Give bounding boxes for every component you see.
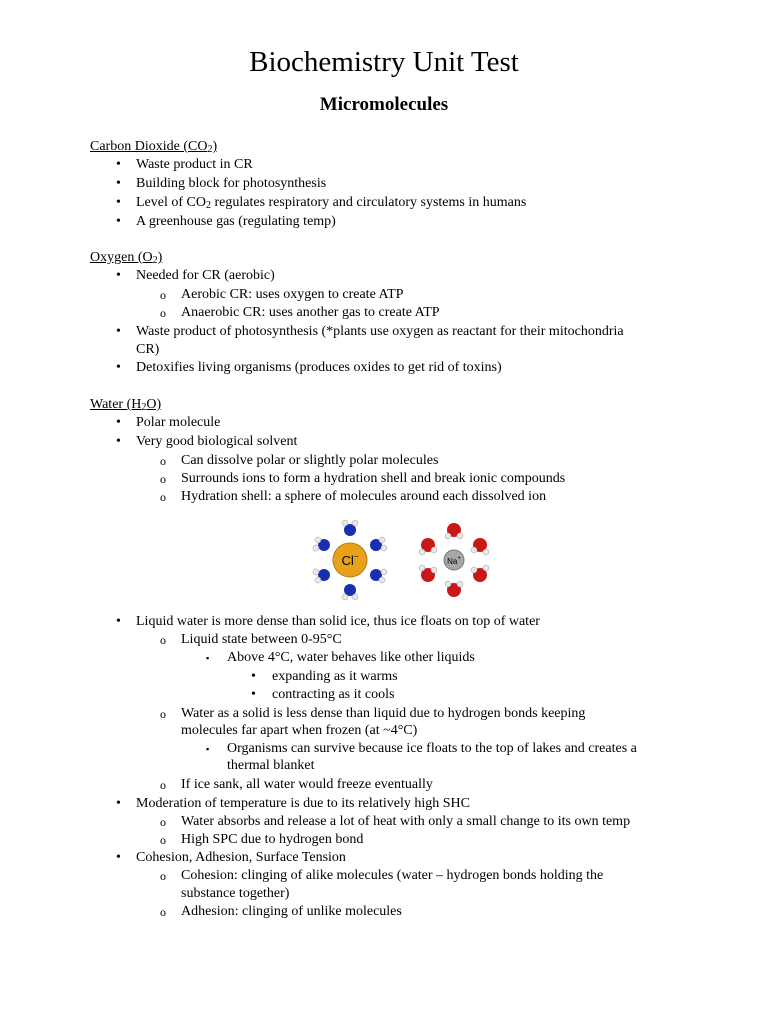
list-item: Can dissolve polar or slightly polar molecules [181,453,439,468]
o2-heading-suffix: ) [157,250,163,265]
bullet-marker: • [116,195,121,210]
list-item: Building block for photosynthesis [136,176,327,191]
list-item-continuation: substance together) [181,886,290,901]
sodium-label: Na+ [447,556,461,566]
list-item: Liquid state between 0-95°C [181,632,342,647]
circle-marker: o [160,905,166,919]
bullet-marker: • [116,850,121,865]
list-item: Adhesion: clinging of unlike molecules [181,904,402,919]
list-item: contracting as it cools [272,687,395,702]
list-item: Aerobic CR: uses oxygen to create ATP [181,287,404,302]
list-item: Anaerobic CR: uses another gas to create ATP [181,305,440,320]
square-marker: ▪ [206,744,210,754]
water-molecule [445,581,463,597]
circle-marker: o [160,454,166,468]
co2-level-text: Level of CO [136,195,206,210]
bullet-marker: • [116,415,121,430]
hydration-shell-diagram [298,512,506,608]
bullet-marker: • [116,614,121,629]
bullet-marker: • [116,176,121,191]
list-item: Liquid water is more dense than solid ice, thus ice floats on top of water [136,614,540,629]
co2-heading-suffix: ) [212,139,218,154]
list-item: Very good biological solvent [136,434,298,449]
bullet-marker: • [116,360,121,375]
o2-heading-text: Oxygen (O [90,250,153,265]
water-molecule [419,538,437,555]
chloride-hydration-shell [313,520,387,600]
list-item-continuation: molecules far apart when frozen (at ~4°C) [181,723,418,738]
list-item: High SPC due to hydrogen bond [181,832,364,847]
bullet-marker: • [116,157,121,172]
circle-marker: o [160,288,166,302]
circle-marker: o [160,490,166,504]
co2-level-suffix: regulates respiratory and circulatory systems in humans [210,195,527,210]
list-item: expanding as it warms [272,669,398,684]
water-molecule [370,537,387,551]
circle-marker: o [160,707,166,721]
bullet-marker: • [116,214,121,229]
o2-heading [90,249,162,267]
water-molecule [419,565,437,582]
water-molecule [370,569,387,583]
water-molecule [471,565,489,582]
o2-heading-subscript: 2 [152,255,158,266]
water-molecule [471,538,489,555]
list-item: Needed for CR (aerobic) [136,268,275,283]
circle-marker: o [160,869,166,883]
list-item: Cohesion, Adhesion, Surface Tension [136,850,346,865]
water-molecule [313,537,330,551]
list-item-continuation: thermal blanket [227,758,315,773]
bullet-marker: • [116,324,121,339]
co2-heading [90,138,217,156]
chloride-label: Cl− [341,552,359,568]
list-item: Polar molecule [136,415,221,430]
circle-marker: o [160,472,166,486]
bullet-marker: • [251,687,256,702]
list-item: Water absorbs and release a lot of heat with only a small change to its own temp [181,814,631,829]
list-item: A greenhouse gas (regulating temp) [136,214,336,229]
co2-heading-text: Carbon Dioxide (CO [90,139,208,154]
list-item [136,194,526,212]
water-molecule [445,523,463,539]
bullet-marker: • [251,669,256,684]
page-title: Biochemistry Unit Test [249,46,519,78]
bullet-marker: • [116,434,121,449]
water-molecule [342,584,358,600]
list-item: If ice sank, all water would freeze eventually [181,777,433,792]
list-item: Cohesion: clinging of alike molecules (water – hydrogen bonds holding the [181,868,604,883]
list-item: Moderation of temperature is due to its relatively high SHC [136,796,470,811]
list-item: Surrounds ions to form a hydration shell and break ionic compounds [181,471,566,486]
bullet-marker: • [116,268,121,283]
water-molecule [313,569,330,583]
list-item: Detoxifies living organisms (produces oxides to get rid of toxins) [136,360,502,375]
circle-marker: o [160,633,166,647]
circle-marker: o [160,306,166,320]
list-item: Organisms can survive because ice floats to the top of lakes and creates a [227,741,637,756]
list-item: Above 4°C, water behaves like other liquids [227,650,475,665]
co2-heading-subscript: 2 [207,144,213,155]
bullet-marker: • [116,796,121,811]
square-marker: ▪ [206,653,210,663]
co2-level-subscript: 2 [205,200,211,211]
sodium-hydration-shell [419,523,489,597]
circle-marker: o [160,778,166,792]
water-heading-subscript: 2 [141,402,147,413]
water-heading-suffix: O) [146,397,162,412]
section-title: Micromolecules [319,94,449,115]
circle-marker: o [160,833,166,847]
list-item: Water as a solid is less dense than liquid due to hydrogen bonds keeping [181,706,586,721]
water-heading-text: Water (H [90,397,142,412]
circle-marker: o [160,815,166,829]
water-molecule [342,520,358,536]
list-item: Hydration shell: a sphere of molecules around each dissolved ion [181,489,547,504]
list-item-continuation: CR) [136,342,160,357]
water-heading [90,396,161,414]
list-item: Waste product in CR [136,157,253,172]
list-item: Waste product of photosynthesis (*plants use oxygen as reactant for their mitochondria [136,324,624,339]
